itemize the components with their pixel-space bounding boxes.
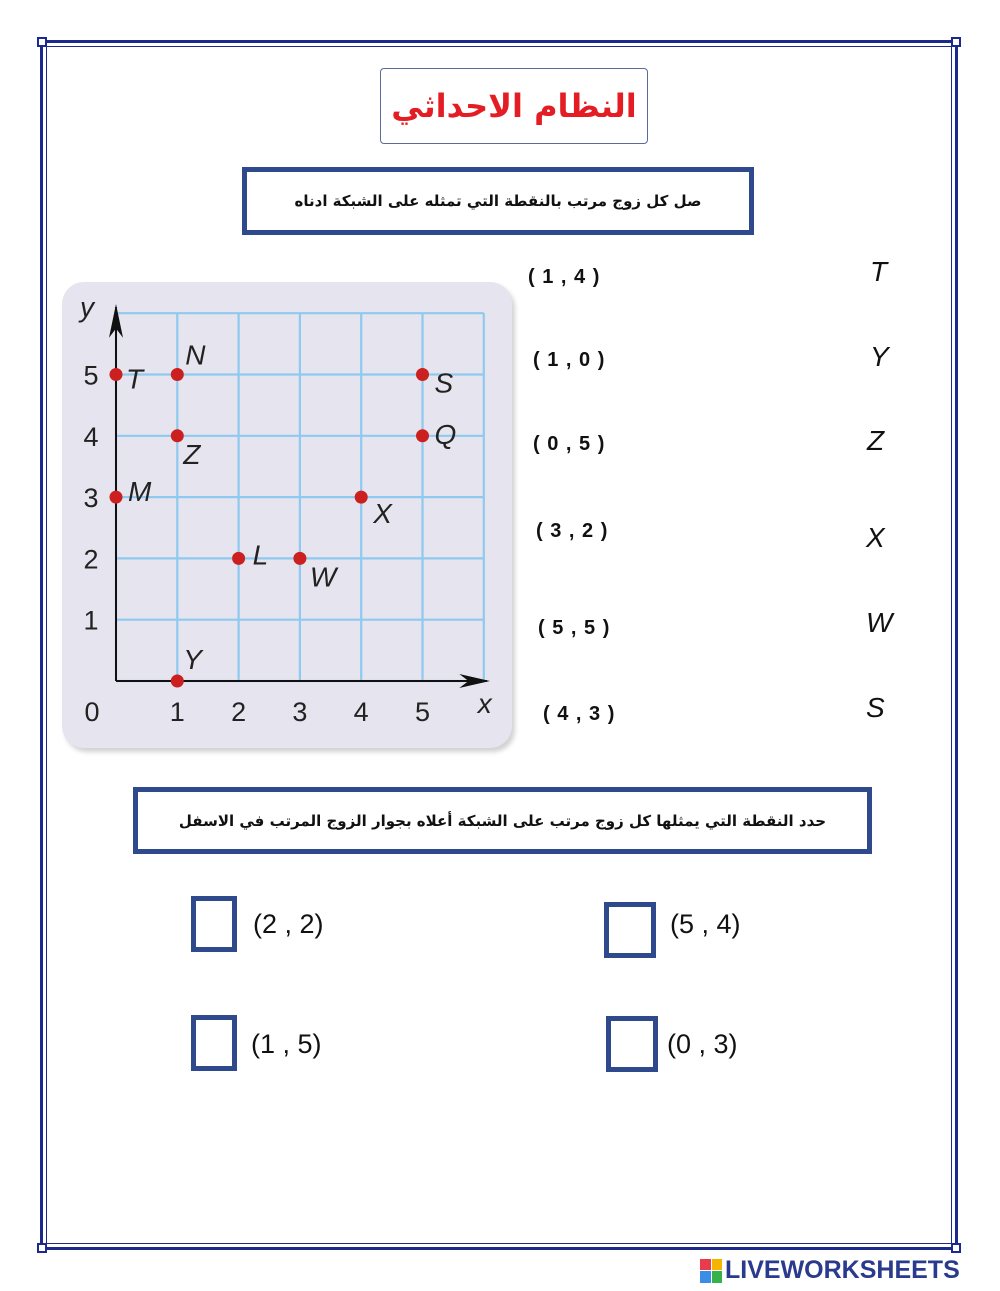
point-L (232, 552, 245, 565)
y-tick-label: 1 (83, 605, 99, 636)
point-M (110, 491, 123, 504)
identify-instruction-box (133, 787, 872, 854)
point-label-W: W (309, 561, 337, 593)
y-tick-label: 3 (83, 483, 99, 514)
y-axis-label: y (80, 291, 94, 323)
frame-corner (37, 1243, 47, 1253)
point-Y (171, 675, 184, 688)
point-label-Q: Q (434, 418, 457, 450)
point-label-N: N (185, 339, 206, 371)
match-letter[interactable]: X (866, 522, 885, 553)
y-tick-label: 4 (83, 421, 99, 452)
point-label-M: M (128, 476, 152, 508)
x-axis-label: x (477, 688, 492, 719)
point-label-L: L (252, 539, 269, 571)
match-instruction-text: صل كل زوج مرتب بالنقطة التي تمثله على الشبكة ادناه (294, 192, 702, 210)
point-Z (171, 429, 184, 442)
x-tick-label: 3 (292, 697, 308, 727)
frame-corner (951, 1243, 961, 1253)
logo-square (700, 1259, 711, 1271)
point-X (355, 491, 368, 504)
page-title: النظام الاحداثي (391, 87, 637, 125)
match-letter[interactable]: S (866, 692, 885, 723)
option-label: (0 , 3) (667, 1029, 738, 1059)
answer-checkbox[interactable] (606, 1016, 658, 1072)
ordered-pair[interactable]: ( 0 , 5 ) (533, 433, 606, 455)
logo-icon (700, 1259, 722, 1283)
point-S (416, 368, 429, 381)
logo-square (712, 1271, 723, 1283)
point-label-Y: Y (183, 644, 202, 675)
point-label-T: T (126, 363, 144, 395)
match-letter[interactable]: Y (870, 341, 889, 372)
y-tick-label: 5 (83, 360, 99, 391)
logo-square (700, 1271, 711, 1283)
answer-checkbox[interactable] (191, 1015, 237, 1071)
ordered-pair[interactable]: ( 4 , 3 ) (543, 703, 616, 725)
logo-text: LIVEWORKSHEETS (725, 1256, 960, 1284)
option-label: (2 , 2) (253, 909, 324, 939)
answer-checkbox[interactable] (191, 896, 237, 952)
option-label: (1 , 5) (251, 1029, 322, 1059)
ordered-pair[interactable]: ( 5 , 5 ) (538, 617, 611, 639)
ordered-pair[interactable]: ( 1 , 0 ) (533, 349, 606, 371)
option-label: (5 , 4) (670, 909, 741, 939)
point-label-Z: Z (183, 438, 201, 470)
match-letter[interactable]: W (866, 607, 893, 638)
x-tick-label: 5 (414, 697, 431, 727)
liveworksheets-logo[interactable] (700, 1256, 960, 1285)
point-label-X: X (373, 498, 392, 530)
point-label-S: S (434, 367, 454, 399)
point-Q (416, 429, 429, 442)
point-W (293, 552, 306, 565)
ordered-pair[interactable]: ( 3 , 2 ) (536, 520, 609, 542)
x-tick-label: 2 (231, 697, 247, 727)
answer-checkbox[interactable] (604, 902, 656, 958)
y-tick-label: 2 (83, 544, 99, 575)
identify-instruction-text: حدد النقطة التي يمثلها كل زوج مرتب على الشبكة أعلاه بجوار الزوج المرتب في الاسفل (178, 811, 827, 830)
x-tick-label: 4 (353, 697, 369, 727)
x-tick-label: 0 (84, 697, 100, 727)
point-N (171, 368, 184, 381)
logo-square (712, 1259, 723, 1271)
x-tick-label: 1 (169, 697, 185, 727)
match-letter[interactable]: Z (867, 425, 885, 456)
point-T (110, 368, 123, 381)
ordered-pair[interactable]: ( 1 , 4 ) (528, 266, 601, 288)
match-letter[interactable]: T (870, 256, 888, 287)
